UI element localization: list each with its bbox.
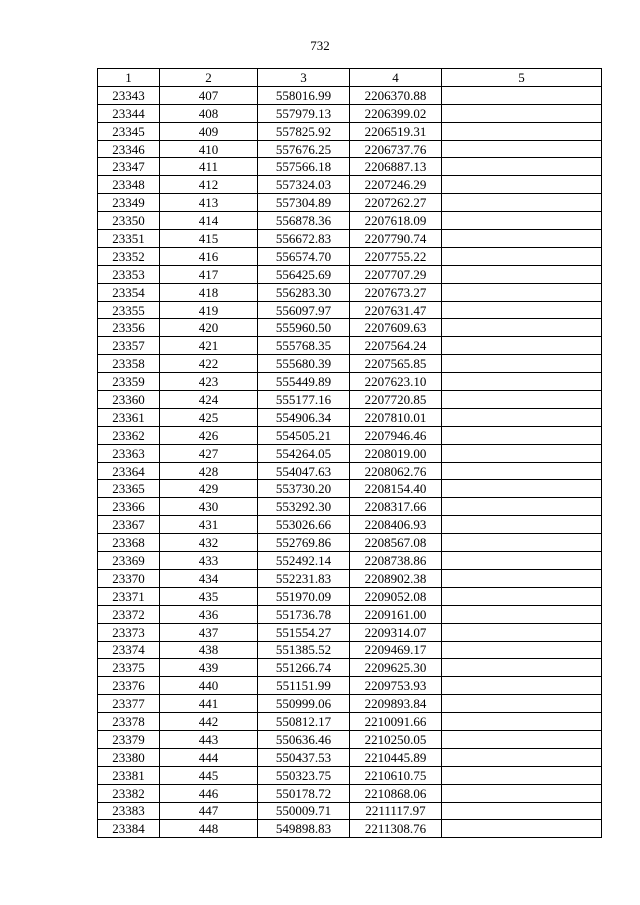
table-row — [98, 319, 602, 337]
x-coordinate-cell: 555449.89 — [258, 373, 350, 391]
table-row — [98, 247, 602, 265]
y-coordinate-cell: 2210250.05 — [350, 730, 442, 748]
x-coordinate-cell: 552492.14 — [258, 552, 350, 570]
note-cell — [442, 247, 602, 265]
point-number-cell: 423 — [160, 373, 258, 391]
y-coordinate-cell: 2207618.09 — [350, 212, 442, 230]
point-number-cell: 412 — [160, 176, 258, 194]
y-coordinate-cell: 2207946.46 — [350, 426, 442, 444]
x-coordinate-cell: 556283.30 — [258, 283, 350, 301]
table-row — [98, 194, 602, 212]
y-coordinate-cell: 2209052.08 — [350, 587, 442, 605]
note-cell — [442, 319, 602, 337]
column-header-3: 3 — [258, 69, 350, 87]
note-cell — [442, 766, 602, 784]
table-row — [98, 265, 602, 283]
note-cell — [442, 641, 602, 659]
y-coordinate-cell: 2209161.00 — [350, 605, 442, 623]
x-coordinate-cell: 557566.18 — [258, 158, 350, 176]
point-number-cell: 438 — [160, 641, 258, 659]
note-cell — [442, 391, 602, 409]
point-number-cell: 429 — [160, 480, 258, 498]
table-row — [98, 677, 602, 695]
point-id-cell: 23359 — [98, 373, 160, 391]
y-coordinate-cell: 2210445.89 — [350, 748, 442, 766]
point-number-cell: 436 — [160, 605, 258, 623]
table-row — [98, 820, 602, 838]
table-row — [98, 534, 602, 552]
coordinates-table — [97, 68, 602, 838]
column-header-1: 1 — [98, 69, 160, 87]
x-coordinate-cell: 553026.66 — [258, 516, 350, 534]
point-id-cell: 23352 — [98, 247, 160, 265]
point-id-cell: 23379 — [98, 730, 160, 748]
table-row — [98, 104, 602, 122]
point-id-cell: 23348 — [98, 176, 160, 194]
y-coordinate-cell: 2206887.13 — [350, 158, 442, 176]
point-id-cell: 23346 — [98, 140, 160, 158]
note-cell — [442, 301, 602, 319]
point-number-cell: 445 — [160, 766, 258, 784]
note-cell — [442, 730, 602, 748]
point-id-cell: 23372 — [98, 605, 160, 623]
point-number-cell: 441 — [160, 695, 258, 713]
y-coordinate-cell: 2206399.02 — [350, 104, 442, 122]
x-coordinate-cell: 555768.35 — [258, 337, 350, 355]
point-number-cell: 446 — [160, 784, 258, 802]
point-number-cell: 410 — [160, 140, 258, 158]
y-coordinate-cell: 2208317.66 — [350, 498, 442, 516]
point-id-cell: 23373 — [98, 623, 160, 641]
table-row — [98, 391, 602, 409]
point-number-cell: 442 — [160, 713, 258, 731]
point-id-cell: 23349 — [98, 194, 160, 212]
point-number-cell: 431 — [160, 516, 258, 534]
point-number-cell: 411 — [160, 158, 258, 176]
y-coordinate-cell: 2208154.40 — [350, 480, 442, 498]
x-coordinate-cell: 550812.17 — [258, 713, 350, 731]
point-number-cell: 432 — [160, 534, 258, 552]
note-cell — [442, 140, 602, 158]
point-number-cell: 417 — [160, 265, 258, 283]
point-id-cell: 23383 — [98, 802, 160, 820]
y-coordinate-cell: 2207790.74 — [350, 230, 442, 248]
note-cell — [442, 462, 602, 480]
point-id-cell: 23367 — [98, 516, 160, 534]
table-row — [98, 122, 602, 140]
x-coordinate-cell: 554906.34 — [258, 408, 350, 426]
point-id-cell: 23350 — [98, 212, 160, 230]
table-row — [98, 605, 602, 623]
column-header-2: 2 — [160, 69, 258, 87]
table-row — [98, 695, 602, 713]
note-cell — [442, 265, 602, 283]
y-coordinate-cell: 2208406.93 — [350, 516, 442, 534]
point-number-cell: 447 — [160, 802, 258, 820]
point-number-cell: 427 — [160, 444, 258, 462]
point-number-cell: 415 — [160, 230, 258, 248]
y-coordinate-cell: 2209893.84 — [350, 695, 442, 713]
table-row — [98, 552, 602, 570]
table-row — [98, 230, 602, 248]
y-coordinate-cell: 2211308.76 — [350, 820, 442, 838]
point-id-cell: 23358 — [98, 355, 160, 373]
point-number-cell: 443 — [160, 730, 258, 748]
note-cell — [442, 784, 602, 802]
table-row — [98, 212, 602, 230]
point-id-cell: 23361 — [98, 408, 160, 426]
note-cell — [442, 158, 602, 176]
y-coordinate-cell: 2207623.10 — [350, 373, 442, 391]
y-coordinate-cell: 2210610.75 — [350, 766, 442, 784]
x-coordinate-cell: 556425.69 — [258, 265, 350, 283]
point-number-cell: 440 — [160, 677, 258, 695]
table-row — [98, 498, 602, 516]
x-coordinate-cell: 551554.27 — [258, 623, 350, 641]
x-coordinate-cell: 550323.75 — [258, 766, 350, 784]
x-coordinate-cell: 558016.99 — [258, 86, 350, 104]
y-coordinate-cell: 2210868.06 — [350, 784, 442, 802]
point-number-cell: 409 — [160, 122, 258, 140]
point-id-cell: 23364 — [98, 462, 160, 480]
x-coordinate-cell: 553292.30 — [258, 498, 350, 516]
y-coordinate-cell: 2210091.66 — [350, 713, 442, 731]
point-id-cell: 23374 — [98, 641, 160, 659]
y-coordinate-cell: 2207707.29 — [350, 265, 442, 283]
point-id-cell: 23366 — [98, 498, 160, 516]
x-coordinate-cell: 557676.25 — [258, 140, 350, 158]
note-cell — [442, 480, 602, 498]
y-coordinate-cell: 2208567.08 — [350, 534, 442, 552]
y-coordinate-cell: 2207720.85 — [350, 391, 442, 409]
x-coordinate-cell: 552231.83 — [258, 569, 350, 587]
table-header-row — [98, 69, 602, 87]
note-cell — [442, 748, 602, 766]
x-coordinate-cell: 550636.46 — [258, 730, 350, 748]
x-coordinate-cell: 557825.92 — [258, 122, 350, 140]
x-coordinate-cell: 551266.74 — [258, 659, 350, 677]
table-row — [98, 766, 602, 784]
y-coordinate-cell: 2211117.97 — [350, 802, 442, 820]
point-number-cell: 413 — [160, 194, 258, 212]
column-header-4: 4 — [350, 69, 442, 87]
table-row — [98, 176, 602, 194]
note-cell — [442, 122, 602, 140]
point-number-cell: 428 — [160, 462, 258, 480]
note-cell — [442, 86, 602, 104]
point-id-cell: 23377 — [98, 695, 160, 713]
point-number-cell: 407 — [160, 86, 258, 104]
point-number-cell: 437 — [160, 623, 258, 641]
table-row — [98, 158, 602, 176]
point-id-cell: 23370 — [98, 569, 160, 587]
y-coordinate-cell: 2207564.24 — [350, 337, 442, 355]
point-number-cell: 425 — [160, 408, 258, 426]
point-id-cell: 23355 — [98, 301, 160, 319]
note-cell — [442, 552, 602, 570]
table-row — [98, 569, 602, 587]
x-coordinate-cell: 551151.99 — [258, 677, 350, 695]
point-id-cell: 23371 — [98, 587, 160, 605]
column-header-5: 5 — [442, 69, 602, 87]
y-coordinate-cell: 2207246.29 — [350, 176, 442, 194]
point-number-cell: 418 — [160, 283, 258, 301]
x-coordinate-cell: 555680.39 — [258, 355, 350, 373]
table-row — [98, 802, 602, 820]
y-coordinate-cell: 2208902.38 — [350, 569, 442, 587]
y-coordinate-cell: 2209625.30 — [350, 659, 442, 677]
point-id-cell: 23365 — [98, 480, 160, 498]
point-id-cell: 23384 — [98, 820, 160, 838]
point-id-cell: 23362 — [98, 426, 160, 444]
y-coordinate-cell: 2208738.86 — [350, 552, 442, 570]
y-coordinate-cell: 2207565.85 — [350, 355, 442, 373]
note-cell — [442, 194, 602, 212]
y-coordinate-cell: 2207755.22 — [350, 247, 442, 265]
table-row — [98, 587, 602, 605]
note-cell — [442, 820, 602, 838]
y-coordinate-cell: 2206519.31 — [350, 122, 442, 140]
table-row — [98, 713, 602, 731]
note-cell — [442, 283, 602, 301]
table-row — [98, 426, 602, 444]
x-coordinate-cell: 551385.52 — [258, 641, 350, 659]
table-row — [98, 641, 602, 659]
x-coordinate-cell: 552769.86 — [258, 534, 350, 552]
x-coordinate-cell: 551970.09 — [258, 587, 350, 605]
note-cell — [442, 408, 602, 426]
x-coordinate-cell: 554264.05 — [258, 444, 350, 462]
x-coordinate-cell: 553730.20 — [258, 480, 350, 498]
table-row — [98, 373, 602, 391]
point-number-cell: 426 — [160, 426, 258, 444]
note-cell — [442, 623, 602, 641]
x-coordinate-cell: 550999.06 — [258, 695, 350, 713]
point-id-cell: 23380 — [98, 748, 160, 766]
table-row — [98, 659, 602, 677]
point-id-cell: 23369 — [98, 552, 160, 570]
y-coordinate-cell: 2209314.07 — [350, 623, 442, 641]
note-cell — [442, 659, 602, 677]
x-coordinate-cell: 557324.03 — [258, 176, 350, 194]
point-id-cell: 23363 — [98, 444, 160, 462]
table-row — [98, 86, 602, 104]
note-cell — [442, 212, 602, 230]
x-coordinate-cell: 556574.70 — [258, 247, 350, 265]
x-coordinate-cell: 550009.71 — [258, 802, 350, 820]
point-number-cell: 408 — [160, 104, 258, 122]
note-cell — [442, 176, 602, 194]
x-coordinate-cell: 549898.83 — [258, 820, 350, 838]
table-row — [98, 784, 602, 802]
table-row — [98, 301, 602, 319]
point-id-cell: 23381 — [98, 766, 160, 784]
table-row — [98, 462, 602, 480]
point-number-cell: 430 — [160, 498, 258, 516]
y-coordinate-cell: 2207262.27 — [350, 194, 442, 212]
point-number-cell: 414 — [160, 212, 258, 230]
point-number-cell: 444 — [160, 748, 258, 766]
table-row — [98, 480, 602, 498]
point-id-cell: 23368 — [98, 534, 160, 552]
y-coordinate-cell: 2206370.88 — [350, 86, 442, 104]
note-cell — [442, 444, 602, 462]
note-cell — [442, 230, 602, 248]
table-body — [98, 86, 602, 837]
note-cell — [442, 355, 602, 373]
point-id-cell: 23351 — [98, 230, 160, 248]
point-number-cell: 422 — [160, 355, 258, 373]
point-id-cell: 23360 — [98, 391, 160, 409]
x-coordinate-cell: 557979.13 — [258, 104, 350, 122]
point-number-cell: 420 — [160, 319, 258, 337]
point-id-cell: 23357 — [98, 337, 160, 355]
x-coordinate-cell: 555960.50 — [258, 319, 350, 337]
x-coordinate-cell: 556097.97 — [258, 301, 350, 319]
table-row — [98, 140, 602, 158]
x-coordinate-cell: 554047.63 — [258, 462, 350, 480]
note-cell — [442, 713, 602, 731]
point-number-cell: 433 — [160, 552, 258, 570]
note-cell — [442, 337, 602, 355]
point-id-cell: 23347 — [98, 158, 160, 176]
y-coordinate-cell: 2207631.47 — [350, 301, 442, 319]
point-id-cell: 23354 — [98, 283, 160, 301]
note-cell — [442, 587, 602, 605]
page-number: 732 — [310, 38, 330, 53]
point-id-cell: 23345 — [98, 122, 160, 140]
point-id-cell: 23344 — [98, 104, 160, 122]
point-number-cell: 439 — [160, 659, 258, 677]
note-cell — [442, 677, 602, 695]
point-number-cell: 434 — [160, 569, 258, 587]
x-coordinate-cell: 551736.78 — [258, 605, 350, 623]
table-row — [98, 748, 602, 766]
point-id-cell: 23375 — [98, 659, 160, 677]
table-row — [98, 337, 602, 355]
point-id-cell: 23343 — [98, 86, 160, 104]
point-number-cell: 448 — [160, 820, 258, 838]
table-row — [98, 623, 602, 641]
note-cell — [442, 802, 602, 820]
table-row — [98, 730, 602, 748]
table-row — [98, 355, 602, 373]
note-cell — [442, 569, 602, 587]
point-id-cell: 23353 — [98, 265, 160, 283]
point-number-cell: 421 — [160, 337, 258, 355]
table-row — [98, 283, 602, 301]
note-cell — [442, 516, 602, 534]
note-cell — [442, 498, 602, 516]
y-coordinate-cell: 2208019.00 — [350, 444, 442, 462]
x-coordinate-cell: 555177.16 — [258, 391, 350, 409]
note-cell — [442, 426, 602, 444]
table-row — [98, 516, 602, 534]
x-coordinate-cell: 554505.21 — [258, 426, 350, 444]
note-cell — [442, 605, 602, 623]
x-coordinate-cell: 550437.53 — [258, 748, 350, 766]
point-number-cell: 424 — [160, 391, 258, 409]
point-id-cell: 23376 — [98, 677, 160, 695]
point-id-cell: 23382 — [98, 784, 160, 802]
note-cell — [442, 373, 602, 391]
note-cell — [442, 695, 602, 713]
y-coordinate-cell: 2209469.17 — [350, 641, 442, 659]
x-coordinate-cell: 556672.83 — [258, 230, 350, 248]
y-coordinate-cell: 2207673.27 — [350, 283, 442, 301]
point-id-cell: 23356 — [98, 319, 160, 337]
y-coordinate-cell: 2207609.63 — [350, 319, 442, 337]
x-coordinate-cell: 550178.72 — [258, 784, 350, 802]
y-coordinate-cell: 2207810.01 — [350, 408, 442, 426]
point-number-cell: 435 — [160, 587, 258, 605]
table-row — [98, 408, 602, 426]
x-coordinate-cell: 556878.36 — [258, 212, 350, 230]
y-coordinate-cell: 2206737.76 — [350, 140, 442, 158]
y-coordinate-cell: 2208062.76 — [350, 462, 442, 480]
x-coordinate-cell: 557304.89 — [258, 194, 350, 212]
point-id-cell: 23378 — [98, 713, 160, 731]
point-number-cell: 419 — [160, 301, 258, 319]
table-row — [98, 444, 602, 462]
y-coordinate-cell: 2209753.93 — [350, 677, 442, 695]
note-cell — [442, 104, 602, 122]
point-number-cell: 416 — [160, 247, 258, 265]
note-cell — [442, 534, 602, 552]
